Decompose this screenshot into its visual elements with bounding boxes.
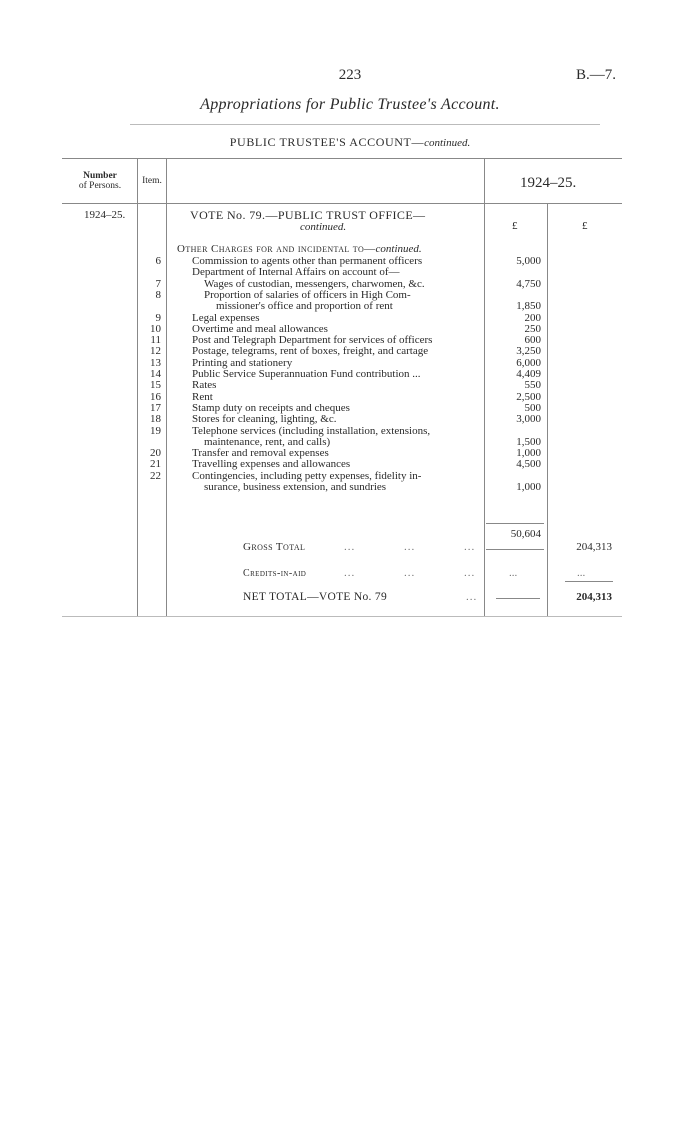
item-amount: 500 — [524, 401, 541, 414]
document-reference: B.—7. — [576, 67, 617, 83]
item-description: Printing and stationery — [192, 356, 293, 369]
gross-total-amount: 204,313 — [576, 541, 612, 553]
item-amount: 3,250 — [516, 345, 541, 358]
net-total-label: NET TOTAL—VOTE No. 79 — [243, 591, 388, 603]
item-amount: 1,850 — [516, 300, 541, 313]
vote-title: VOTE No. 79.—PUBLIC TRUST OFFICE— — [190, 208, 426, 222]
item-number: 21 — [150, 458, 161, 471]
gross-total-rule — [486, 549, 544, 550]
gross-total-leader: ... ... ... — [344, 541, 476, 553]
header-bottom-rule — [62, 203, 622, 204]
currency-symbol-1: £ — [512, 220, 518, 232]
item-amount: 1,000 — [516, 447, 541, 460]
table-bottom-rule — [62, 616, 622, 617]
group-heading-text: Other Charges for and incidental to— — [177, 243, 376, 255]
item-description: Travelling expenses and allowances — [192, 458, 351, 471]
header-number-of-persons — [64, 171, 136, 191]
item-amount: 250 — [524, 322, 541, 335]
col-rule-item — [166, 158, 167, 616]
item-description: surance, business extension, and sundries — [204, 481, 387, 493]
item-amount: 550 — [524, 379, 541, 392]
item-amount: 6,000 — [516, 356, 541, 369]
item-description: Stamp duty on receipts and cheques — [192, 401, 350, 414]
gross-total-label: Gross Total — [243, 541, 306, 553]
item-number: 11 — [150, 334, 161, 347]
credits-col1: ... — [509, 567, 518, 579]
item-amount: 2,500 — [516, 390, 541, 403]
col-rule-amount1 — [484, 158, 485, 616]
item-number: 16 — [150, 390, 161, 403]
item-number: 18 — [150, 413, 161, 426]
item-amount: 4,500 — [516, 458, 541, 471]
item-description: Telephone services (including installation, extensions, — [192, 424, 431, 437]
item-number: 8 — [155, 288, 161, 301]
item-description: missioner's office and proportion of rent — [216, 300, 393, 313]
item-description: Rates — [192, 379, 217, 392]
item-number: 15 — [150, 379, 161, 392]
item-description: Stores for cleaning, lighting, &c. — [192, 413, 337, 426]
item-number: 22 — [150, 469, 161, 482]
page-number: 223 — [338, 67, 362, 83]
item-description: Commission to agents other than permanent officers — [192, 255, 423, 267]
credits-in-aid-label: Credits-in-aid — [243, 568, 307, 579]
item-description: Post and Telegraph Department for services of officers — [192, 334, 433, 347]
item-amount: 1,500 — [516, 435, 541, 448]
item-number: 13 — [150, 356, 161, 369]
header-item: Item. — [142, 176, 162, 186]
header-of-persons-label: of Persons. — [78, 181, 122, 191]
item-description: Postage, telegrams, rent of boxes, freight, and cartage — [192, 345, 429, 358]
item-description: maintenance, rent, and calls) — [204, 435, 331, 448]
item-description: Public Service Superannuation Fund contribution ... — [192, 368, 421, 380]
credits-rule — [565, 581, 613, 582]
credits-col2: ... — [577, 567, 586, 579]
credits-leader: ... ... ... — [344, 567, 476, 579]
col-rule-amount2 — [547, 203, 548, 616]
net-total-amount: 204,313 — [576, 591, 612, 603]
table-top-rule — [62, 158, 622, 159]
item-number: 20 — [150, 447, 161, 460]
item-number: 17 — [150, 401, 161, 414]
item-amount: 5,000 — [516, 255, 541, 267]
net-total-leader: ... — [466, 591, 478, 603]
item-description: Overtime and meal allowances — [192, 322, 328, 335]
item-amount: 1,000 — [516, 481, 541, 493]
item-number: 19 — [150, 424, 161, 437]
section-title-text: PUBLIC TRUSTEE'S ACCOUNT— — [229, 135, 425, 149]
item-number: 7 — [155, 277, 161, 290]
item-description: Legal expenses — [192, 311, 260, 324]
item-number: 14 — [150, 368, 161, 380]
header-year: 1924–25. — [520, 175, 577, 191]
subtitle-rule — [130, 124, 600, 125]
item-amount: 600 — [524, 334, 541, 347]
group-heading-suffix: continued. — [375, 243, 422, 255]
section-title-suffix: continued. — [424, 137, 471, 149]
item-description: Department of Internal Affairs on account of— — [192, 266, 400, 279]
item-description: Transfer and removal expenses — [192, 447, 329, 460]
item-description: Contingencies, including petty expenses, fidelity in- — [192, 469, 422, 482]
item-amount: 200 — [524, 311, 541, 324]
item-amount: 3,000 — [516, 413, 541, 426]
net-total-dash — [496, 598, 540, 599]
item-number: 12 — [150, 345, 161, 358]
item-number: 9 — [155, 311, 161, 324]
item-description: Wages of custodian, messengers, charwomen, &c. — [204, 277, 425, 290]
item-amount: 4,750 — [516, 277, 541, 290]
header-number-label: Number — [83, 171, 117, 181]
section-title — [0, 135, 700, 150]
item-number: 10 — [150, 322, 161, 335]
item-number: 6 — [155, 255, 161, 267]
vote-title-continued: continued. — [300, 221, 347, 233]
subtotal-amount: 50,604 — [510, 528, 541, 540]
item-description: Proportion of salaries of officers in High Com- — [204, 288, 411, 301]
persons-year-label: 1924–25. — [84, 209, 126, 221]
currency-symbol-2: £ — [582, 220, 588, 232]
group-heading — [177, 244, 422, 255]
item-description: Rent — [192, 390, 213, 403]
page-subtitle: Appropriations for Public Trustee's Account. — [200, 96, 500, 113]
subtotal-rule — [486, 523, 544, 524]
item-amount: 4,409 — [516, 368, 541, 380]
